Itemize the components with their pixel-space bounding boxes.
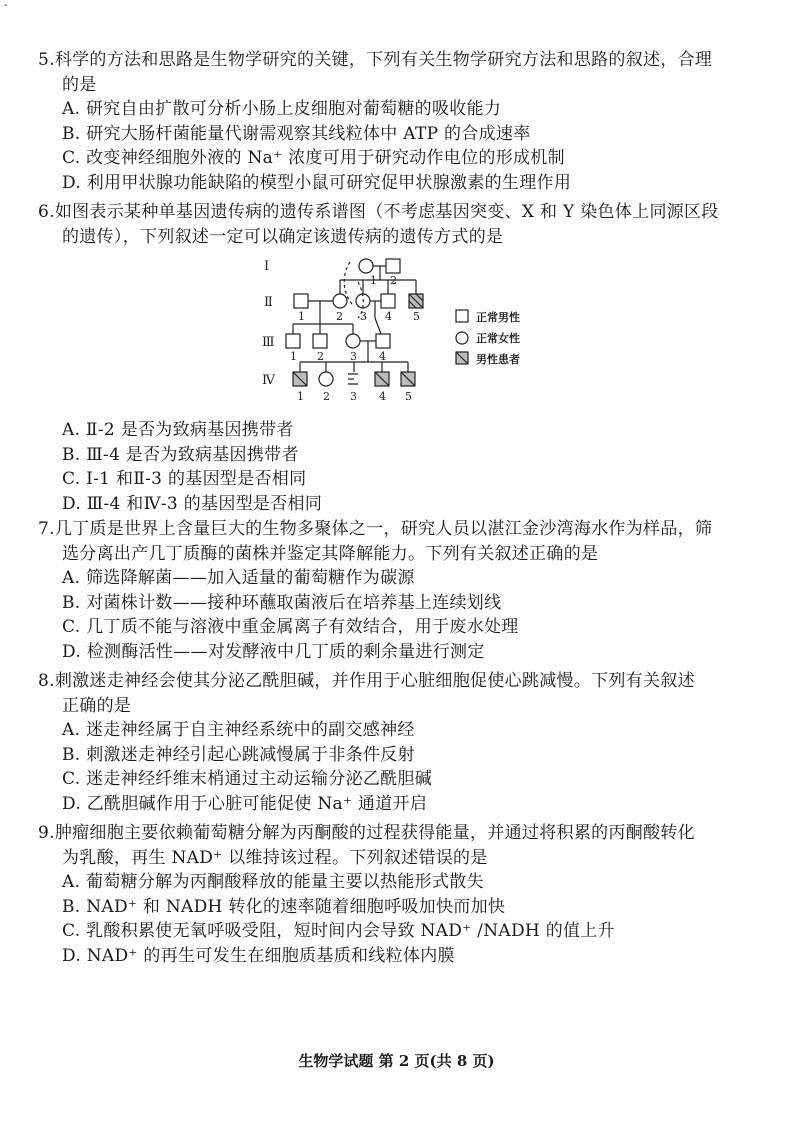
option-a: A. 迷走神经属于自主神经系统中的副交感神经 xyxy=(62,720,415,740)
iii-2-male xyxy=(313,334,327,348)
option-c: C. 几丁质不能与溶液中重金属离子有效结合，用于废水处理 xyxy=(62,617,519,637)
gen-label: Ⅲ xyxy=(262,335,275,350)
ii-4-male xyxy=(381,294,395,308)
legend-normal-male-icon xyxy=(456,310,468,322)
ii-2-female xyxy=(333,294,347,308)
legend-normal-female-icon xyxy=(456,332,468,344)
option-c: C. 乳酸积累使无氧呼吸受阻，短时间内会导致 NAD⁺ /NADH 的值上升 xyxy=(62,921,615,941)
iii-3-female xyxy=(346,334,360,348)
legend-normal-female: 正常女性 xyxy=(476,332,520,345)
indiv-num: 5 xyxy=(413,310,420,323)
question-stem-cont: 选分离出产几丁质酶的菌株并鉴定其降解能力。下列有关叙述正确的是 xyxy=(62,543,599,564)
option-b: B. 研究大肠杆菌能量代谢需观察其线粒体中 ATP 的合成速率 xyxy=(62,123,531,144)
ii-1-male xyxy=(294,294,308,308)
legend-affected-male: 男性患者 xyxy=(476,353,520,366)
option-d: D. 检测酶活性——对发酵液中几丁质的剩余量进行测定 xyxy=(62,641,485,662)
corner-mark: - xyxy=(4,0,8,11)
question-6-options xyxy=(38,418,773,516)
question-stem-cont: 正确的是 xyxy=(62,695,132,716)
question-9 xyxy=(38,821,773,968)
option-d: D. Ⅲ-4 和Ⅳ-3 的基因型是否相同 xyxy=(62,493,323,514)
i-2-male xyxy=(386,259,400,273)
indiv-num: 2 xyxy=(323,390,330,403)
question-stem-cont: 为乳酸，再生 NAD⁺ 以维持该过程。下列叙述错误的是 xyxy=(62,847,488,868)
gen-label: Ⅳ xyxy=(262,373,275,388)
iv-2-female xyxy=(319,372,333,386)
indiv-num: 3 xyxy=(350,390,357,403)
indiv-num: 4 xyxy=(379,390,386,403)
iii-4-male xyxy=(376,334,390,348)
indiv-num: 1 xyxy=(370,274,377,287)
option-c: C. Ⅰ-1 和Ⅱ-3 的基因型是否相同 xyxy=(62,469,307,489)
iv-3-unknown xyxy=(348,374,358,384)
pedigree-diagram xyxy=(258,252,548,412)
question-stem: 8.刺激迷走神经会使其分泌乙酰胆碱，并作用于心脏细胞促使心跳减慢。下列有关叙述 xyxy=(38,671,695,691)
option-a: A. Ⅱ-2 是否为致病基因携带者 xyxy=(62,420,294,440)
option-b: B. 对菌株计数——接种环蘸取菌液后在培养基上连续划线 xyxy=(62,592,502,613)
option-a: A. 筛选降解菌——加入适量的葡萄糖作为碳源 xyxy=(62,568,415,588)
gen-label: Ⅰ xyxy=(264,259,270,274)
iii-1-male xyxy=(286,334,300,348)
indiv-num: 3 xyxy=(350,350,357,363)
question-stem-cont: 的是 xyxy=(62,74,97,95)
question-stem: 6.如图表示某种单基因遗传病的遗传系谱图（不考虑基因突变、X 和 Y 染色体上同源区段 xyxy=(38,202,719,222)
indiv-num: 1 xyxy=(298,310,305,323)
option-c: C. 改变神经细胞外液的 Na⁺ 浓度可用于研究动作电位的形成机制 xyxy=(62,148,565,168)
option-d: D. NAD⁺ 的再生可发生在细胞质基质和线粒体内膜 xyxy=(62,945,455,966)
indiv-num: 2 xyxy=(336,310,343,323)
option-d: D. 乙酰胆碱作用于心脏可能促使 Na⁺ 通道开启 xyxy=(62,793,428,814)
indiv-num: 3 xyxy=(360,310,367,323)
question-5 xyxy=(38,48,773,195)
question-stem: 7.几丁质是世界上含量巨大的生物多聚体之一，研究人员以湛江金沙湾海水作为样品，筛 xyxy=(38,519,713,539)
option-b: B. Ⅲ-4 是否为致病基因携带者 xyxy=(62,444,299,465)
option-a: A. 葡萄糖分解为丙酮酸释放的能量主要以热能形式散失 xyxy=(62,872,484,892)
option-c: C. 迷走神经纤维末梢通过主动运输分泌乙酰胆碱 xyxy=(62,769,433,789)
option-b: B. 刺激迷走神经引起心跳减慢属于非条件反射 xyxy=(62,744,415,765)
question-8 xyxy=(38,669,773,816)
indiv-num: 1 xyxy=(290,350,297,363)
option-d: D. 利用甲状腺功能缺陷的模型小鼠可研究促甲状腺激素的生理作用 xyxy=(62,172,572,193)
indiv-num: 4 xyxy=(385,310,392,323)
option-a: A. 研究自由扩散可分析小肠上皮细胞对葡萄糖的吸收能力 xyxy=(62,99,502,119)
i-1-female xyxy=(359,259,373,273)
indiv-num: 5 xyxy=(405,390,412,403)
question-6 xyxy=(38,200,773,249)
option-b: B. NAD⁺ 和 NADH 转化的速率随着细胞呼吸加快而加快 xyxy=(62,896,506,917)
indiv-num: 2 xyxy=(390,274,397,287)
question-stem: 9.肿瘤细胞主要依赖葡萄糖分解为丙酮酸的过程获得能量，并通过将积累的丙酮酸转化 xyxy=(38,823,695,843)
page-footer: 生物学试题 第 2 页(共 8 页) xyxy=(298,1052,495,1070)
gen-label: Ⅱ xyxy=(264,295,273,310)
question-7 xyxy=(38,517,773,664)
legend-normal-male: 正常男性 xyxy=(476,311,520,324)
indiv-num: 1 xyxy=(297,390,304,403)
question-stem-cont: 的遗传），下列叙述一定可以确定该遗传病的遗传方式的是 xyxy=(62,226,504,247)
indiv-num: 2 xyxy=(317,350,324,363)
indiv-num: 4 xyxy=(379,350,386,363)
question-stem: 5.科学的方法和思路是生物学研究的关键，下列有关生物学研究方法和思路的叙述，合理 xyxy=(38,50,713,70)
